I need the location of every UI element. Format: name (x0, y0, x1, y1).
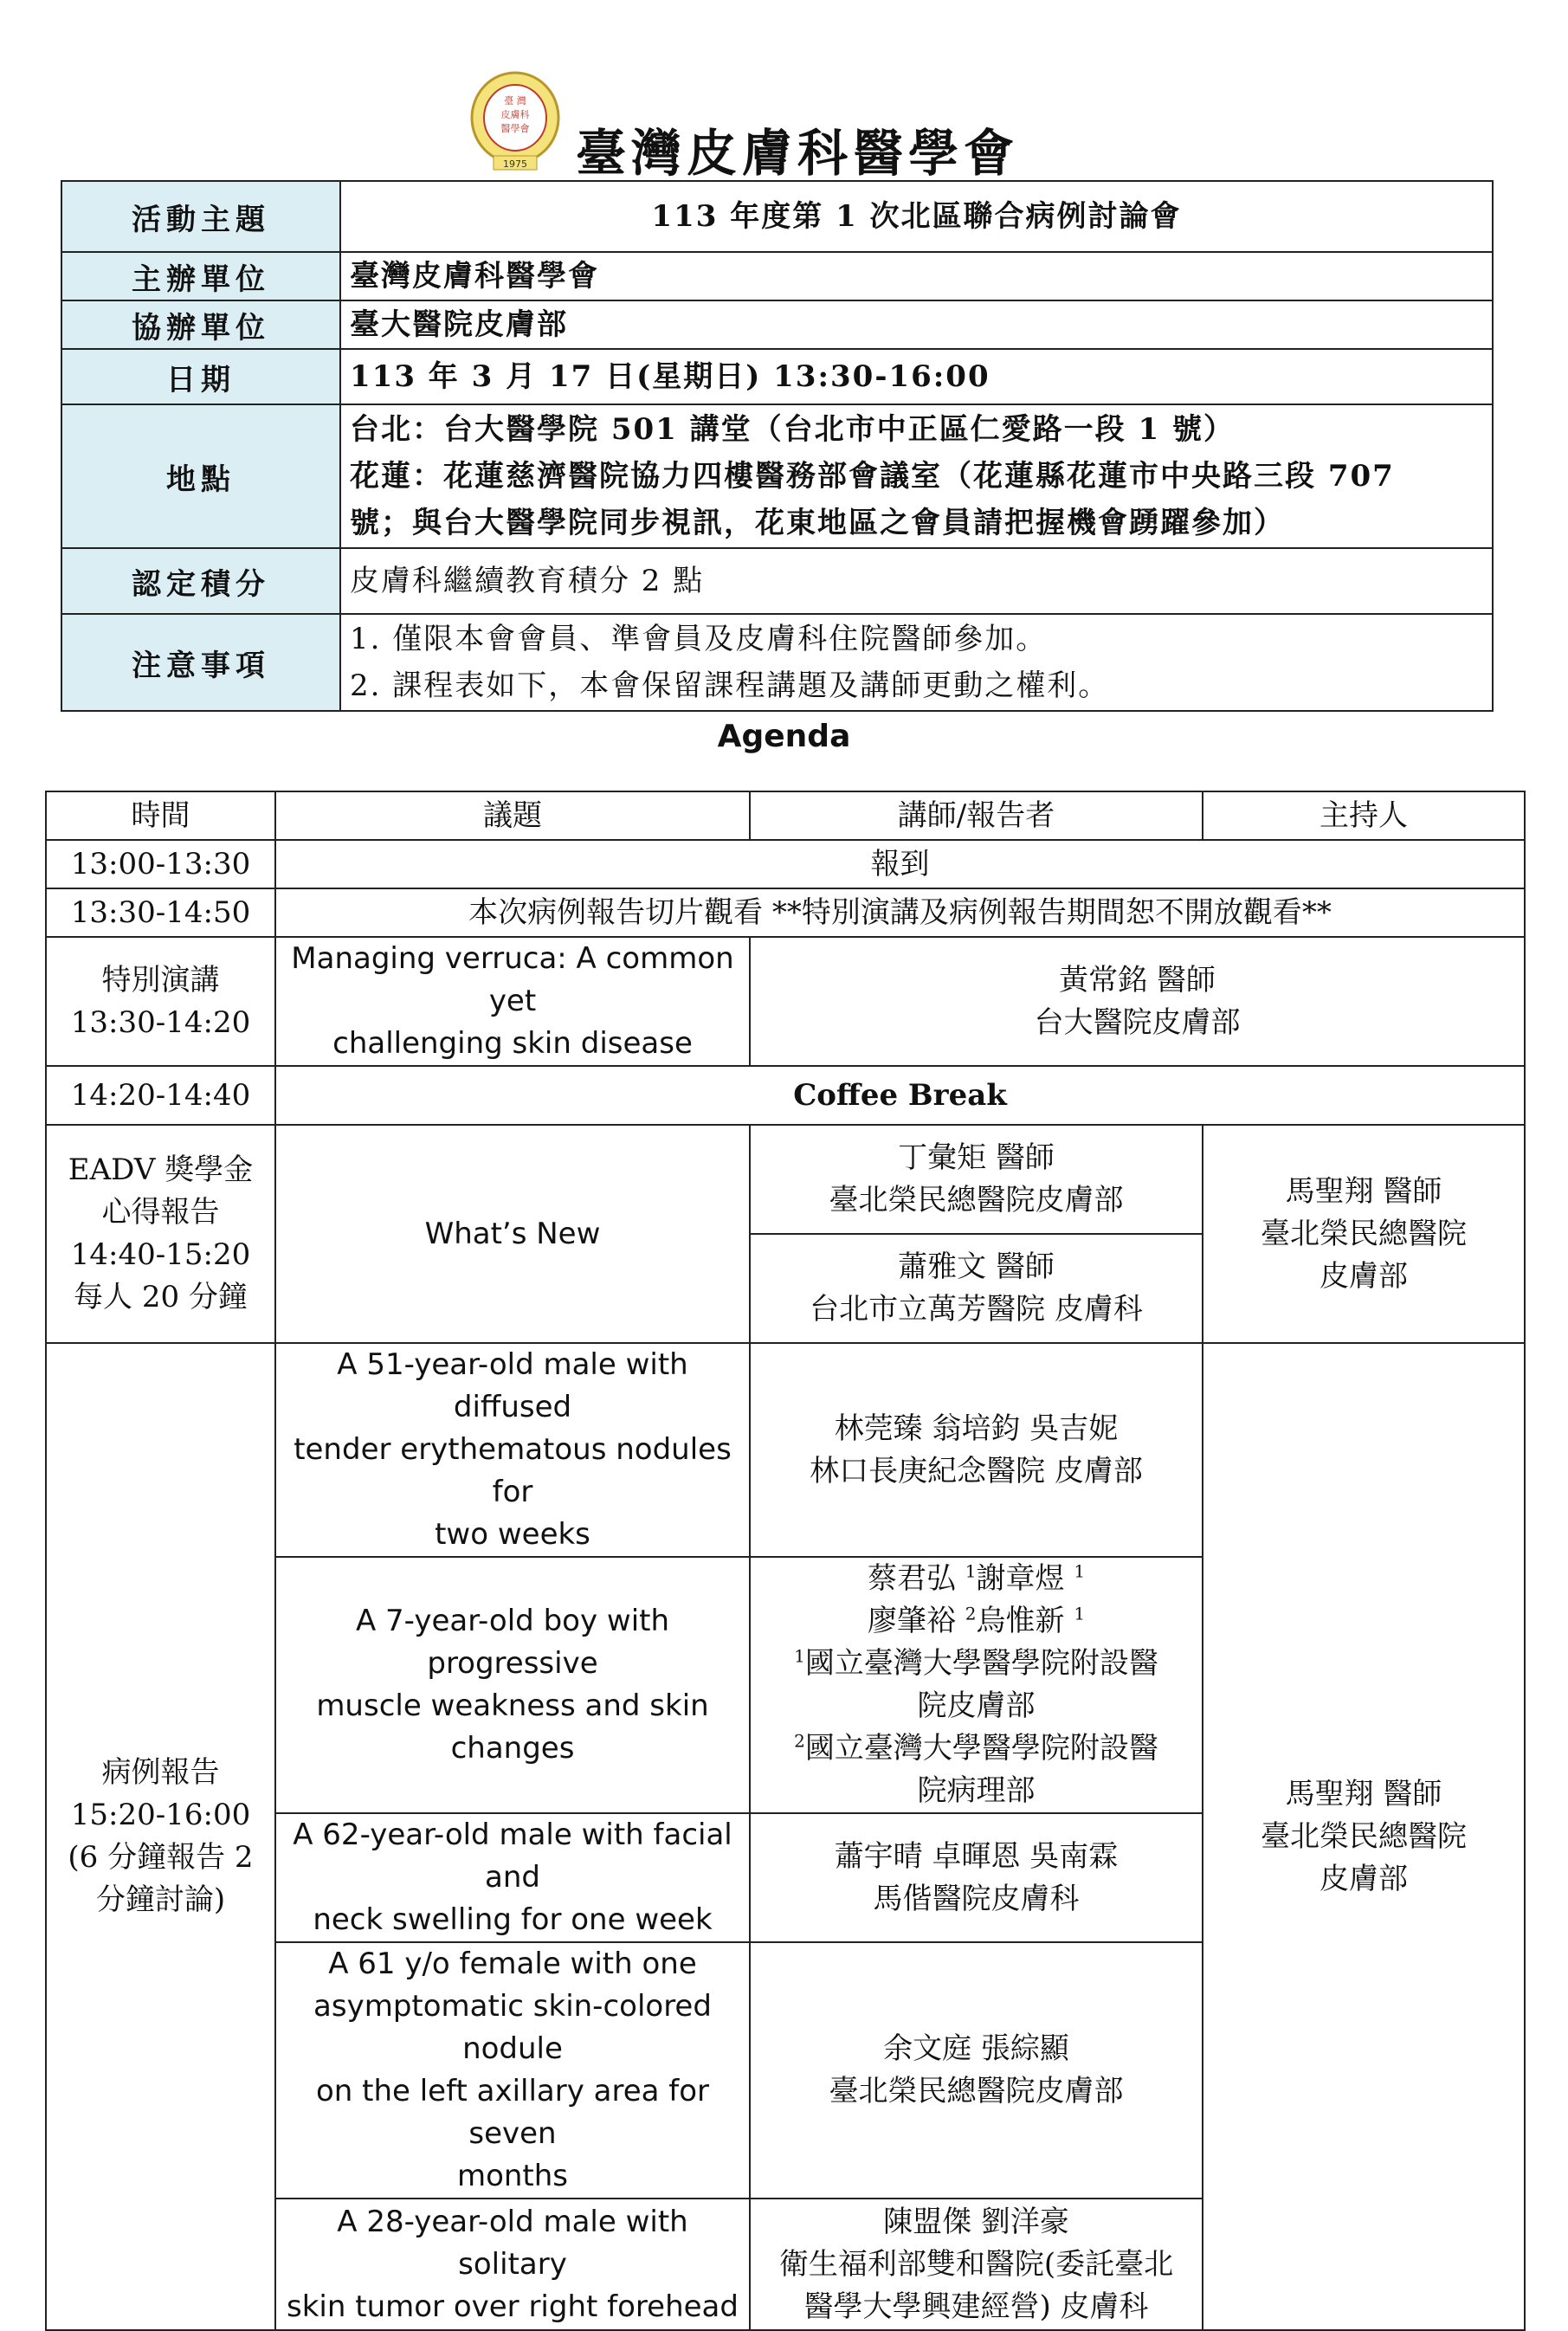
association-logo (468, 69, 563, 173)
logo-text-3: 醫學會 (500, 123, 530, 134)
time-line: (6 分鐘報告 2 (68, 1840, 254, 1875)
speaker-line: 衛生福利部雙和醫院(委託臺北 (778, 2246, 1174, 2282)
co-organizer-label: 協辦單位 (61, 300, 340, 349)
host-cell (1203, 1125, 1525, 1343)
time-line: 13:30-14:20 (70, 1004, 251, 1040)
event-info-table (61, 180, 1494, 712)
topic-cell (275, 1343, 750, 1557)
organizer-label: 主辦單位 (61, 252, 340, 300)
speaker-line: 臺北榮民總醫院皮膚部 (829, 1183, 1124, 1217)
host-cell (1203, 1343, 1525, 2330)
topic-line: on the left axillary area for seven (315, 2074, 710, 2151)
location-row (61, 404, 1493, 548)
location-line-1: 台北：台大醫學院 501 講堂（台北市中正區仁愛路一段 1 號） (350, 412, 1235, 447)
speaker-line: 院病理部 (917, 1773, 1036, 1808)
topic-cell: What’s New (275, 1125, 750, 1343)
speaker-line: 醫學大學興建經營) 皮膚科 (803, 2289, 1149, 2324)
speaker-line: 林莞臻 翁培鈞 吳吉妮 (834, 1411, 1119, 1446)
header-topic: 議題 (275, 791, 750, 840)
time-line: 特別演講 (101, 962, 220, 998)
notes-row (61, 614, 1493, 711)
speaker-line: 院皮膚部 (917, 1689, 1036, 1723)
time-line: 分鐘討論) (95, 1882, 226, 1917)
table-row (46, 937, 1525, 1066)
topic-line: A 51-year-old male with diffused (337, 1347, 688, 1424)
logo-year: 1975 (503, 158, 527, 170)
note-1: 1. 僅限本會會員、準會員及皮膚科住院醫師參加。 (350, 622, 1048, 656)
host-line: 臺北榮民總醫院 (1261, 1216, 1467, 1251)
note-2: 2. 課程表如下，本會保留課程講題及講師更動之權利。 (350, 668, 1110, 703)
time-line: 14:40-15:20 (70, 1237, 251, 1272)
credits-row (61, 548, 1493, 614)
location-value (340, 404, 1493, 548)
time-cell (46, 1343, 275, 2330)
date-row (61, 349, 1493, 404)
speaker-cell (750, 1125, 1203, 1234)
topic-cell (275, 1557, 750, 1813)
topic-line: neck swelling for one week (313, 1902, 713, 1937)
credits-label: 認定積分 (61, 548, 340, 614)
host-line: 皮膚部 (1320, 1861, 1408, 1896)
topic-line: Managing verruca: A common yet (291, 941, 734, 1018)
topic-line: A 61 y/o female with one (328, 1947, 697, 1981)
topic-cell: 報到 (275, 840, 1525, 888)
table-row (46, 840, 1525, 888)
topic-line: A 28-year-old male with solitary (337, 2204, 688, 2282)
table-row (46, 1343, 1525, 1557)
speaker-cell (750, 1234, 1203, 1343)
time-cell: 13:30-14:50 (46, 888, 275, 937)
table-row (46, 1125, 1525, 1234)
speaker-line: 蕭宇晴 卓暉恩 吳南霖 (834, 1838, 1119, 1874)
speaker-line: 台大醫院皮膚部 (1034, 1004, 1241, 1040)
topic-line: muscle weakness and skin (316, 1689, 709, 1723)
speaker-line: 蔡君弘 $^1$謝章煜 $^1$ (867, 1560, 1086, 1596)
topic-label: 活動主題 (61, 181, 340, 252)
notes-value (340, 614, 1493, 711)
time-line: 病例報告 (101, 1755, 220, 1790)
speaker-cell (750, 2199, 1203, 2330)
time-cell: 13:00-13:30 (46, 840, 275, 888)
speaker-cell (750, 1343, 1203, 1557)
time-cell (46, 1125, 275, 1343)
co-organizer-value: 臺大醫院皮膚部 (340, 300, 1493, 349)
topic-cell: 本次病例報告切片觀看 **特別演講及病例報告期間恕不開放觀看** (275, 888, 1525, 937)
organizer-value: 臺灣皮膚科醫學會 (340, 252, 1493, 300)
location-line-3: 號；與台大醫學院同步視訊，花東地區之會員請把握機會踴躍參加） (350, 506, 1285, 540)
speaker-line: 蕭雅文 醫師 (898, 1249, 1055, 1284)
time-line: EADV 獎學金 (68, 1153, 254, 1187)
page-title: 臺灣皮膚科醫學會 (576, 124, 1020, 183)
topic-cell (275, 1942, 750, 2199)
topic-line: tender erythematous nodules for (294, 1432, 732, 1509)
location-label: 地點 (61, 404, 340, 548)
topic-cell (275, 937, 750, 1066)
speaker-line: 黃常銘 醫師 (1059, 962, 1216, 998)
topic-line: challenging skin disease (332, 1026, 693, 1061)
speaker-cell (750, 1557, 1203, 1813)
co-organizer-row (61, 300, 1493, 349)
host-line: 馬聖翔 醫師 (1285, 1776, 1442, 1811)
notes-label: 注意事項 (61, 614, 340, 711)
agenda-table (45, 791, 1526, 2331)
speaker-cell (750, 1813, 1203, 1942)
date-label: 日期 (61, 349, 340, 404)
logo-text-2: 皮膚科 (500, 109, 530, 120)
time-line: 每人 20 分鐘 (74, 1280, 248, 1314)
time-line: 15:20-16:00 (70, 1798, 251, 1832)
topic-line: A 7-year-old boy with progressive (355, 1604, 670, 1681)
topic-line: changes (450, 1731, 575, 1766)
logo-text-1: 臺 灣 (504, 95, 526, 107)
time-cell: 14:20-14:40 (46, 1066, 275, 1125)
speaker-line: $^1$國立臺灣大學醫學院附設醫 (794, 1645, 1158, 1681)
host-line: 臺北榮民總醫院 (1261, 1818, 1467, 1854)
host-line: 馬聖翔 醫師 (1285, 1173, 1442, 1209)
credits-value: 皮膚科繼續教育積分 2 點 (340, 548, 1493, 614)
topic-cell (275, 1813, 750, 1942)
location-line-2: 花蓮：花蓮慈濟醫院協力四樓醫務部會議室（花蓮縣花蓮市中央路三段 707 (350, 459, 1395, 494)
speaker-cell (750, 1942, 1203, 2199)
topic-line: skin tumor over right forehead (287, 2289, 739, 2324)
speaker-line: 臺北榮民總醫院皮膚部 (829, 2074, 1124, 2108)
topic-cell (275, 2199, 750, 2330)
speaker-line: 丁彙矩 醫師 (898, 1140, 1055, 1175)
organizer-row (61, 252, 1493, 300)
table-row (46, 888, 1525, 937)
speaker-cell (750, 937, 1525, 1066)
table-row (46, 1066, 1525, 1125)
time-line: 心得報告 (101, 1195, 220, 1230)
speaker-line: 余文庭 張綜顯 (883, 2031, 1069, 2066)
time-cell (46, 937, 275, 1066)
topic-line: A 62-year-old male with facial and (293, 1818, 732, 1895)
speaker-line: $^2$國立臺灣大學醫學院附設醫 (794, 1730, 1158, 1766)
header-host: 主持人 (1203, 791, 1525, 840)
header-time: 時間 (46, 791, 275, 840)
topic-row (61, 181, 1493, 252)
speaker-line: 林口長庚紀念醫院 皮膚部 (810, 1453, 1143, 1488)
topic-line: two weeks (435, 1517, 590, 1552)
agenda-header-row (46, 791, 1525, 840)
speaker-line: 馬偕醫院皮膚科 (873, 1881, 1080, 1916)
page-header (0, 61, 1568, 190)
speaker-line: 陳盟傑 劉洋豪 (883, 2204, 1069, 2239)
topic-line: months (456, 2159, 569, 2193)
speaker-line: 廖肇裕 $^2$烏惟新 $^1$ (867, 1603, 1086, 1638)
topic-value: 113 年度第 1 次北區聯合病例討論會 (340, 181, 1493, 252)
agenda-title: Agenda (717, 719, 851, 754)
topic-cell: Coffee Break (275, 1066, 1525, 1125)
speaker-line: 台北市立萬芳醫院 皮膚科 (810, 1292, 1143, 1327)
date-value: 113 年 3 月 17 日(星期日) 13:30-16:00 (340, 349, 1493, 404)
topic-line: asymptomatic skin-colored nodule (313, 1989, 712, 2066)
host-line: 皮膚部 (1320, 1258, 1408, 1294)
header-speaker: 講師/報告者 (750, 791, 1203, 840)
